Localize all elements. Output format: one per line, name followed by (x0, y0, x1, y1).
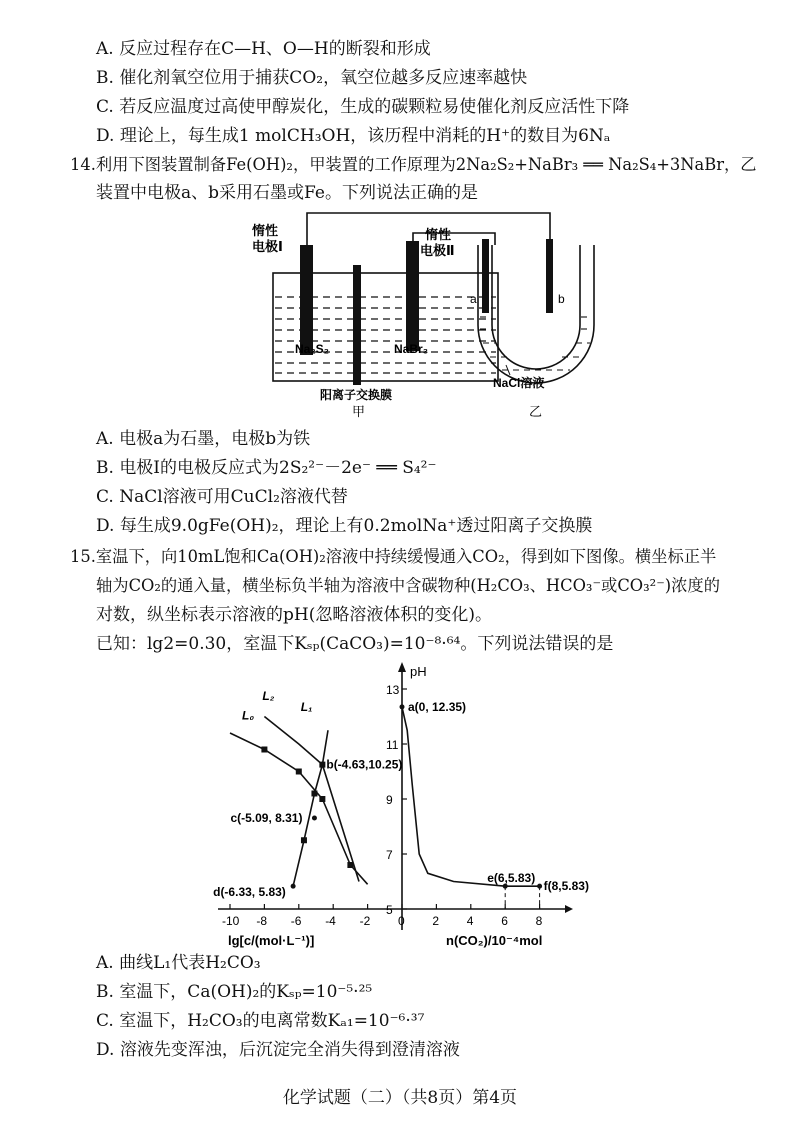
q14-stem-line1: 14.利用下图装置制备Fe(OH)₂，甲装置的工作原理为2Na₂S₂+NaBr₃ ══ Na₂S₄+3NaBr，乙 (70, 155, 757, 174)
x-tick-label: -4 (325, 914, 336, 928)
label-yi: 乙 (529, 404, 543, 419)
q14-option-b: B. 电极Ⅰ的电极反应式为2S₂²⁻－2e⁻ ══ S₄²⁻ (96, 458, 437, 478)
series-marker (319, 796, 325, 802)
electrode-1-label-b: 电极Ⅰ (252, 239, 283, 254)
data-point-label: c(-5.09, 8.31) (230, 810, 303, 825)
y-tick-label: 7 (386, 848, 393, 862)
q15-option-b: B. 室温下，Ca(OH)₂的Kₛₚ=10⁻⁵·²⁵ (96, 982, 373, 1002)
electrode-1-label: 惰性 (252, 223, 279, 238)
x-tick-label: 0 (398, 914, 405, 928)
electrode-2-label-b: 电极Ⅱ (420, 243, 455, 258)
y-tick-label: 13 (386, 683, 400, 697)
series-name-label: L₀ (242, 708, 255, 723)
page-footer: 化学试题（二）（共8页）第4页 (282, 1088, 518, 1108)
y-tick-label: 11 (386, 738, 399, 752)
y-tick-label: 5 (386, 903, 393, 917)
membrane-label: 阳离子交换膜 (320, 388, 393, 402)
q14-option-a: A. 电极a为石墨，电极b为铁 (96, 429, 311, 449)
q13-option-b: B. 催化剂氧空位用于捕获CO₂，氧空位越多反应速率越快 (96, 68, 528, 88)
q15-stem-line1: 15.室温下，向10mL饱和Ca(OH)₂溶液中持续缓慢通入CO₂，得到如下图像。横坐标正半 (70, 547, 717, 566)
data-point-label: d(-6.33, 5.83) (213, 885, 286, 900)
nacl-solution-label: NaCl溶液 (493, 376, 545, 390)
q15-stem-line3: 对数，纵坐标表示溶液的pH(忽略溶液体积的变化)。 (96, 605, 492, 625)
q15-stem-line4: 已知：lg2=0.30，室温下Kₛₚ(CaCO₃)=10⁻⁸·⁶⁴。下列说法错误的是 (96, 634, 614, 654)
solution-nabr3: NaBr₃ (394, 342, 429, 356)
y-axis-label: pH (410, 664, 427, 679)
series-line-2 (264, 717, 359, 882)
x-axis-label-right: n(CO₂)/10⁻⁴mol (446, 933, 543, 948)
x-tick-label: -8 (256, 914, 268, 928)
q14-option-c: C. NaCl溶液可用CuCl₂溶液代替 (96, 487, 348, 507)
y-tick-label: 9 (386, 793, 393, 807)
series-marker (301, 837, 307, 843)
series-line-3 (402, 707, 540, 886)
data-point (400, 704, 405, 709)
x-tick-label: -2 (359, 914, 371, 928)
data-point (291, 884, 296, 889)
electrode-a-label: a (470, 292, 477, 306)
data-point (320, 762, 325, 767)
data-point (312, 815, 317, 820)
q13-option-a: A. 反应过程存在C—H、O—H的断裂和形成 (96, 39, 431, 59)
series-marker (311, 791, 317, 797)
series-marker (261, 747, 267, 753)
x-tick-label: -10 (222, 914, 240, 928)
q15-option-d: D. 溶液先变浑浊，后沉淀完全消失得到澄清溶液 (96, 1040, 460, 1060)
q15-option-c: C. 室温下，H₂CO₃的电离常数Kₐ₁=10⁻⁶·³⁷ (96, 1011, 425, 1031)
x-tick-label: -6 (290, 914, 302, 928)
electrode-2-label: 惰性 (425, 227, 452, 242)
series-marker (296, 769, 302, 775)
q14-stem-line2: 装置中电极a、b采用石墨或Fe。下列说法正确的是 (96, 183, 478, 203)
series-name-label: L₁ (300, 700, 313, 714)
q14-option-d: D. 每生成9.0gFe(OH)₂，理论上有0.2molNa⁺透过阳离子交换膜 (96, 516, 593, 536)
q15-stem-line2: 轴为CO₂的通入量，横坐标负半轴为溶液中含碳物种(H₂CO₃、HCO₃⁻或CO₃²⁻)浓度的 (96, 576, 720, 595)
data-point-label: f(8,5.83) (543, 879, 589, 894)
data-point-label: b(-4.63,10.25) (326, 757, 403, 772)
data-point (537, 884, 542, 889)
x-axis-label-left: lg[c/(mol·L⁻¹)] (228, 933, 315, 948)
solution-na2s2: Na₂S₂ (295, 342, 330, 356)
x-tick-label: 4 (466, 914, 474, 928)
electrode-b-label: b (558, 292, 565, 306)
x-tick-label: 8 (535, 914, 543, 928)
series-name-label: L₂ (262, 689, 275, 703)
data-point-label: a(0, 12.35) (408, 699, 467, 714)
x-tick-label: 6 (501, 914, 508, 928)
q13-option-d: D. 理论上，每生成1 molCH₃OH，该历程中消耗的H⁺的数目为6Nₐ (96, 126, 611, 146)
x-tick-label: 2 (432, 914, 440, 928)
q15-option-a: A. 曲线L₁代表H₂CO₃ (96, 953, 261, 973)
data-point-label: e(6,5.83) (487, 871, 536, 886)
q13-option-c: C. 若反应温度过高使甲醇炭化，生成的碳颗粒易使催化剂反应活性下降 (96, 97, 630, 117)
label-jia: 甲 (352, 404, 366, 419)
